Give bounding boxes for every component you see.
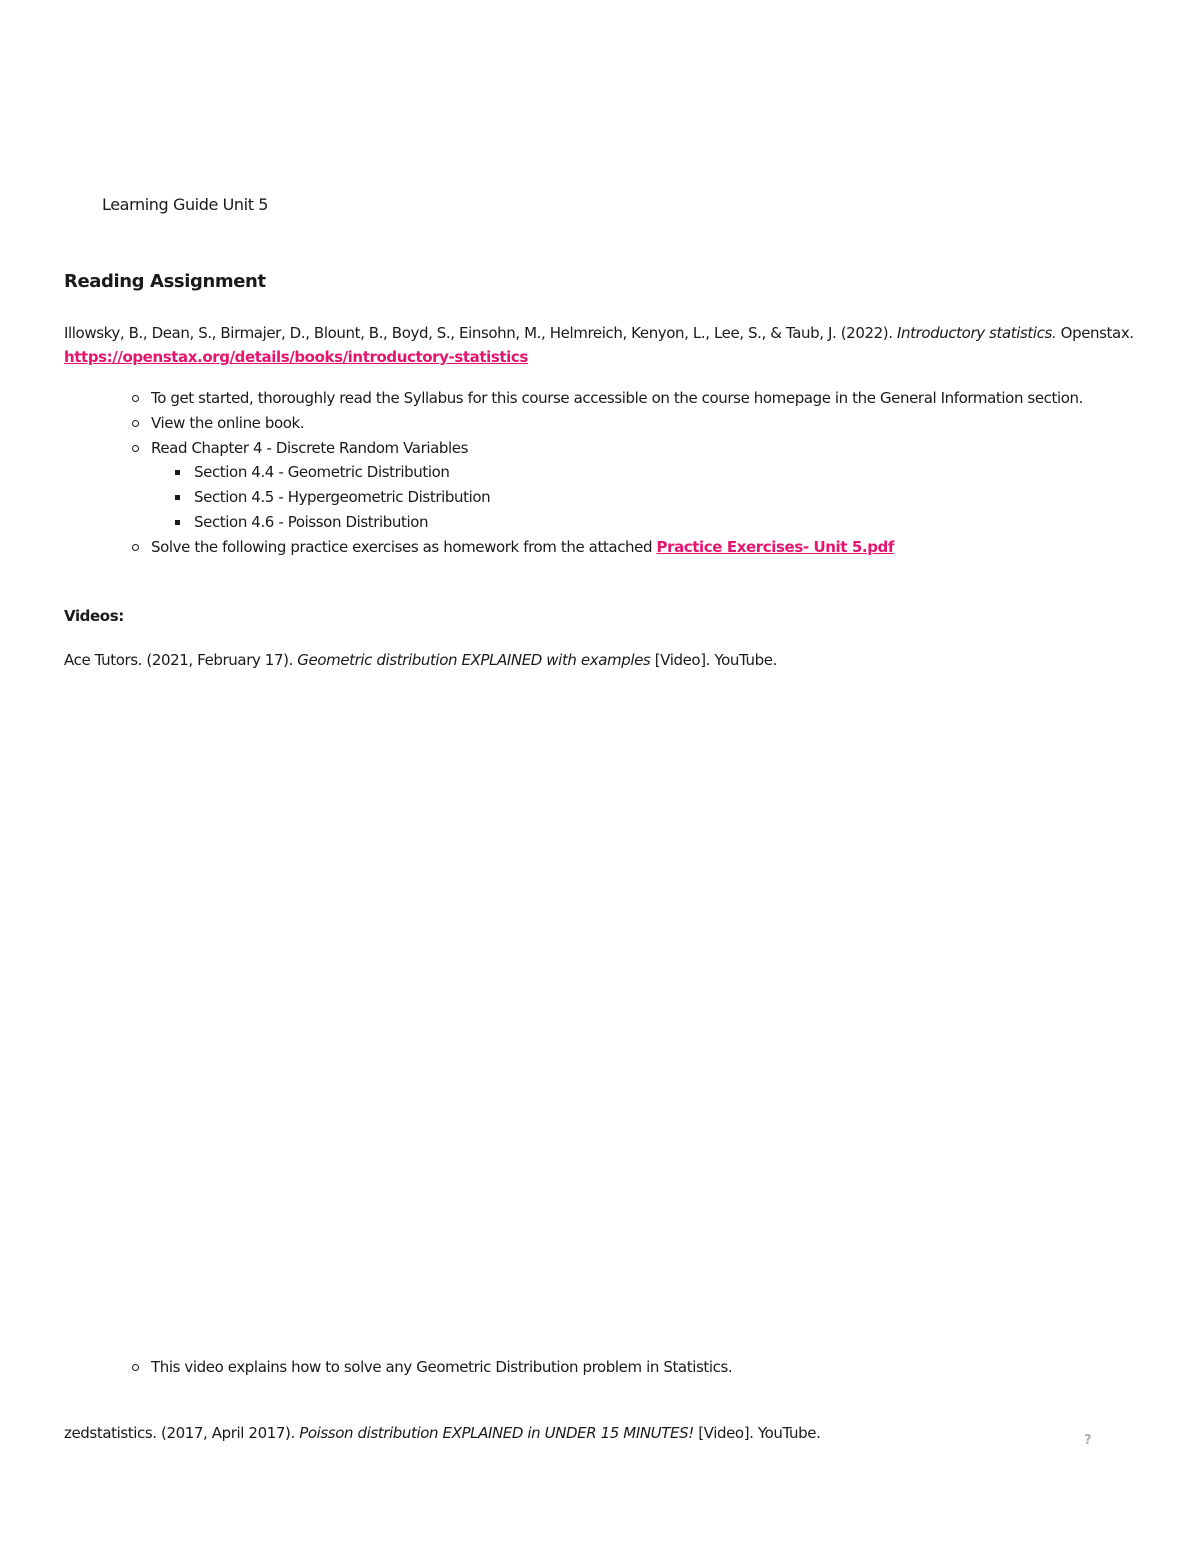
page-title: Learning Guide Unit 5: [102, 195, 269, 214]
video-note-list: [132, 1355, 732, 1379]
practice-exercises-link[interactable]: Practice Exercises- Unit 5.pdf: [656, 538, 895, 556]
video-citation-poisson: [64, 1421, 1144, 1445]
video-citation-prefix: zedstatistics. (2017, April 2017).: [64, 1424, 300, 1442]
help-icon[interactable]: ?: [1084, 1433, 1092, 1448]
section-item: Section 4.5 - Hypergeometric Distribution: [170, 485, 1092, 509]
list-item: [132, 436, 1092, 534]
list-item-text: Read Chapter 4 - Discrete Random Variables: [151, 439, 469, 457]
list-item: [132, 535, 1092, 559]
videos-heading: Videos:: [64, 607, 124, 625]
list-item-text: Solve the following practice exercises as homework from the attached: [151, 538, 657, 556]
video-citation-suffix: [Video]. YouTube.: [693, 1424, 821, 1442]
citation-title: Introductory statistics.: [896, 324, 1057, 342]
video-citation-prefix: Ace Tutors. (2021, February 17).: [64, 651, 298, 669]
chapter-sections-list: [151, 460, 1092, 534]
list-item: This video explains how to solve any Geometric Distribution problem in Statistics.: [132, 1355, 732, 1379]
list-item-text: View the online book.: [151, 414, 305, 432]
video-title: Poisson distribution EXPLAINED in UNDER 15 MINUTES!: [299, 1424, 694, 1442]
section-item: Section 4.6 - Poisson Distribution: [170, 510, 1092, 534]
section-item: Section 4.4 - Geometric Distribution: [170, 460, 1092, 484]
reading-assignment-heading: Reading Assignment: [64, 271, 266, 292]
textbook-citation: [64, 321, 1144, 369]
video-title: Geometric distribution EXPLAINED with examples: [297, 651, 651, 669]
list-item-text: To get started, thoroughly read the Syllabus for this course accessible on the course homepage in the General Information section.: [151, 389, 1084, 407]
citation-publisher: Openstax.: [1056, 324, 1134, 342]
textbook-url-link[interactable]: https://openstax.org/details/books/introductory-statistics: [64, 348, 528, 366]
video-citation-geometric: [64, 648, 1144, 672]
list-item: [132, 386, 1092, 410]
reading-task-list: [132, 386, 1092, 560]
citation-authors: Illowsky, B., Dean, S., Birmajer, D., Blount, B., Boyd, S., Einsohn, M., Helmreich, Kenyon, L., Lee, S., & Taub, J. (2022).: [64, 324, 897, 342]
list-item: [132, 411, 1092, 435]
video-citation-suffix: [Video]. YouTube.: [650, 651, 777, 669]
